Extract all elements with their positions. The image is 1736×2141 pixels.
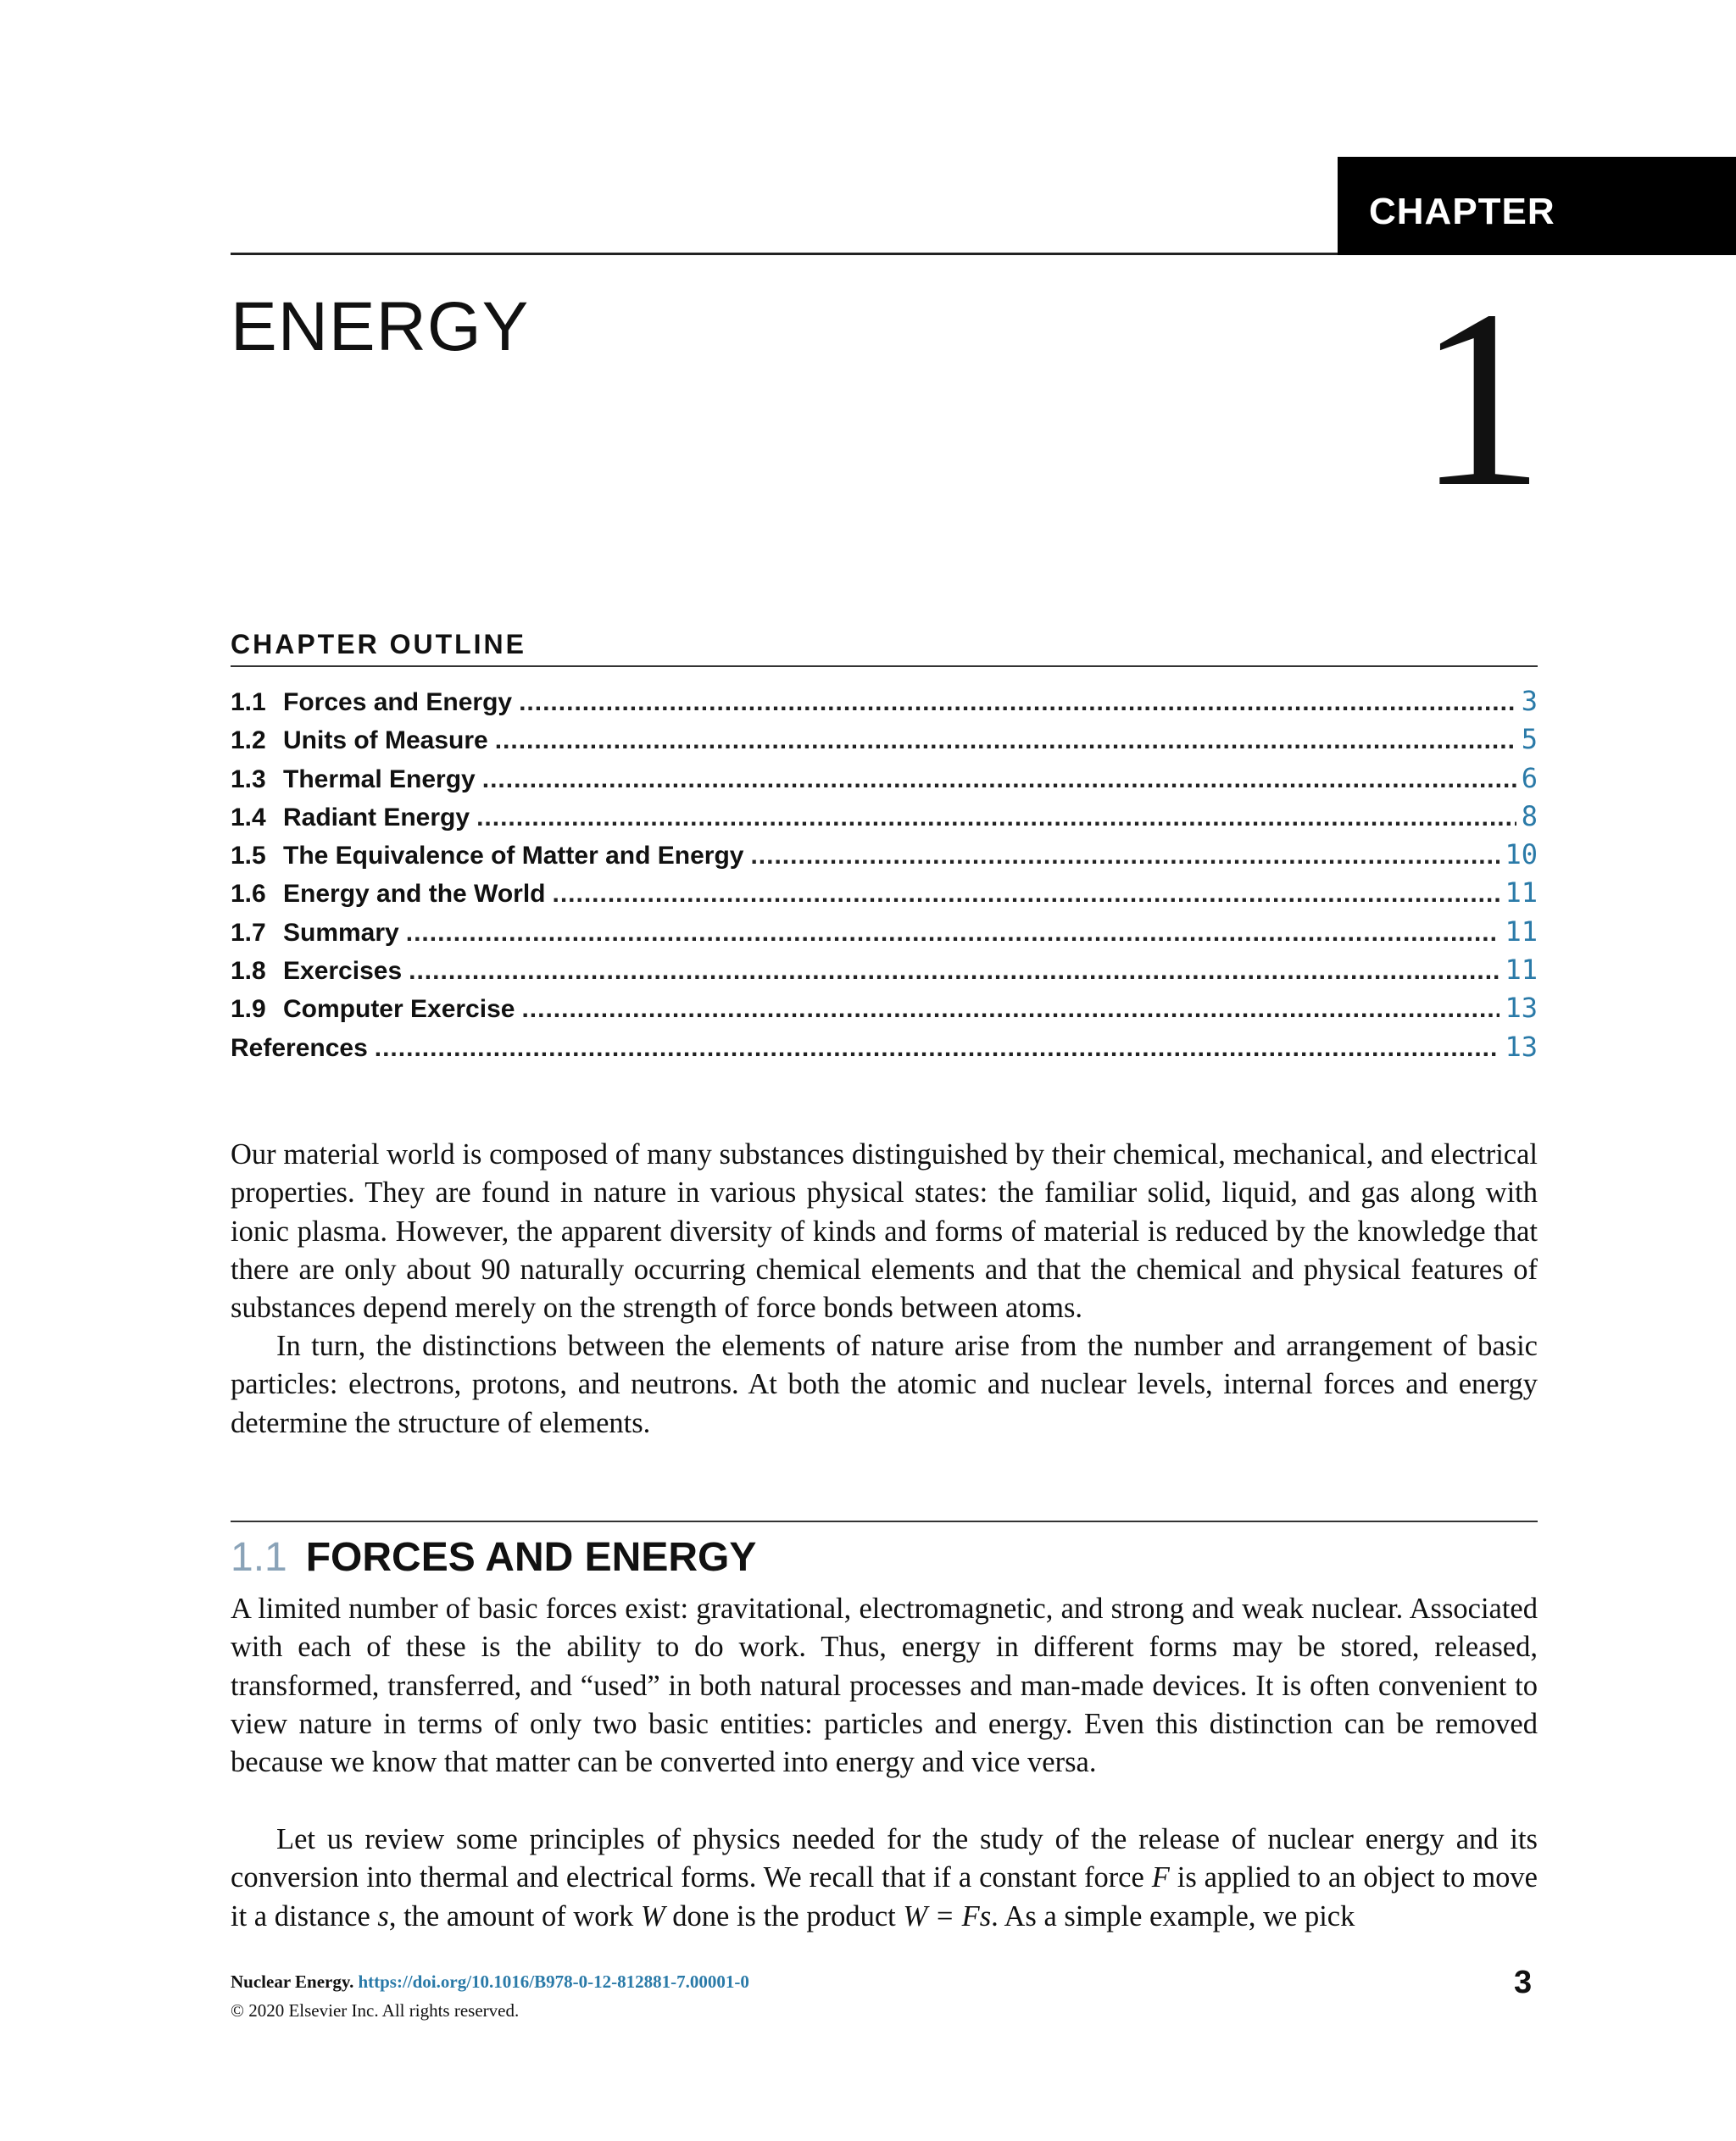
outline-item-title: Computer Exercise: [283, 995, 515, 1024]
outline-item[interactable]: [231, 762, 1538, 800]
dot-leader: [552, 880, 1500, 909]
footer-copyright: © 2020 Elsevier Inc. All rights reserved.: [231, 2000, 520, 2021]
outline-item-number: 1.8: [231, 957, 266, 986]
dot-leader: [750, 842, 1500, 870]
outline-item-page-link[interactable]: 13: [1505, 1030, 1538, 1063]
outline-item-title: Radiant Energy: [283, 803, 470, 831]
outline-item-page-link[interactable]: 8: [1521, 799, 1538, 832]
dot-leader: [375, 1034, 1500, 1063]
outline-item[interactable]: [231, 723, 1538, 761]
outline-item-number: 1.5: [231, 842, 266, 870]
outline-item[interactable]: [231, 992, 1538, 1030]
chapter-label: CHAPTER: [1369, 191, 1555, 232]
outline-item-number: 1.9: [231, 995, 266, 1024]
outline-item[interactable]: [231, 915, 1538, 954]
outline-rule: [231, 665, 1538, 667]
dot-leader: [406, 919, 1500, 948]
outline-item-title: References: [231, 1033, 368, 1062]
outline-item-references[interactable]: [231, 1031, 1538, 1069]
outline-item-title: Summary: [283, 918, 399, 947]
outline-item-title: Exercises: [283, 957, 403, 986]
dot-leader: [409, 957, 1500, 986]
section-number: 1.1: [231, 1535, 287, 1580]
outline-item[interactable]: [231, 800, 1538, 838]
outline-item-number: 1.1: [231, 688, 266, 716]
outline-item-number: 1.2: [231, 726, 266, 755]
dot-leader: [519, 688, 1516, 717]
section-paragraph-2: Let us review some principles of physics needed for the study of the release of nuclear energy and its conversion into thermal and electrical forms. We recall that if a constant force F is applied to an object to move it a distance s, the amount of work W done is the product W = Fs. As a simple example, we pick: [231, 1823, 1538, 1932]
chapter-title: ENERGY: [231, 288, 530, 365]
outline-item-page-link[interactable]: 10: [1505, 838, 1538, 871]
chapter-outline: [231, 685, 1538, 1069]
outline-item-number: 1.4: [231, 803, 266, 831]
chapter-number: 1: [1417, 258, 1544, 539]
outline-item[interactable]: [231, 685, 1538, 723]
outline-item-page-link[interactable]: 11: [1505, 954, 1538, 987]
outline-item-page-link[interactable]: 13: [1505, 992, 1538, 1025]
section-rule: [231, 1521, 1538, 1522]
footer-book-title: Nuclear Energy.: [231, 1971, 354, 1992]
outline-heading: CHAPTER OUTLINE: [231, 629, 526, 659]
section-title: FORCES AND ENERGY: [305, 1535, 757, 1580]
section-heading: [231, 1536, 756, 1581]
outline-item-page-link[interactable]: 3: [1521, 685, 1538, 717]
outline-item-page-link[interactable]: 11: [1505, 876, 1538, 909]
chapter-tab: [1338, 157, 1736, 255]
outline-item-number: 1.6: [231, 880, 266, 909]
outline-item-number: 1.7: [231, 918, 266, 947]
outline-item-title: Forces and Energy: [283, 688, 513, 716]
equation-work: W = Fs: [903, 1899, 992, 1932]
outline-item-title: Units of Measure: [283, 726, 488, 755]
outline-item[interactable]: [231, 954, 1538, 992]
dot-leader: [521, 995, 1500, 1024]
intro-paragraph-1: Our material world is composed of many substances distinguished by their chemical, mechanical, and electrical properties. They are found in nature in various physical states: the familiar solid, liquid, and gas along with ionic plasma. However, the apparent diversity of kinds and forms of material is reduced by the knowledge that there are only about 90 naturally occurring chemical elements and that the chemical and physical features of substances depend merely on the strength of force bonds between atoms.: [231, 1138, 1538, 1325]
outline-item-page-link[interactable]: 11: [1505, 915, 1538, 948]
intro-paragraph-2: In turn, the distinctions between the elements of nature arise from the number and arrangement of basic particles: electrons, protons, and neutrons. At both the atomic and nuclear levels, internal forces and energy determine the structure of elements.: [231, 1330, 1538, 1439]
section-paragraph-1: A limited number of basic forces exist: gravitational, electromagnetic, and strong and weak nuclear. Associated with each of these is the ability to do work. Thus, energy in different forms may be stored, released, transformed, transferred, and “used” in both natural processes and man-made devices. It is often convenient to view nature in terms of only two basic entities: particles and energy. Even this distinction can be removed because we know that matter can be converted into energy and vice versa.: [231, 1593, 1538, 1779]
outline-item-page-link[interactable]: 5: [1521, 723, 1538, 756]
outline-item[interactable]: [231, 876, 1538, 915]
page-number: 3: [1514, 1965, 1533, 2000]
outline-item-title: Thermal Energy: [283, 765, 476, 793]
footer-citation: [231, 1971, 749, 1993]
dot-leader: [476, 804, 1516, 832]
outline-item[interactable]: [231, 838, 1538, 876]
dot-leader: [495, 726, 1516, 755]
header-rule: [231, 253, 1338, 255]
outline-item-title: The Equivalence of Matter and Energy: [283, 842, 744, 870]
outline-item-page-link[interactable]: 6: [1521, 761, 1538, 794]
outline-item-title: Energy and the World: [283, 880, 546, 909]
doi-link[interactable]: https://doi.org/10.1016/B978-0-12-812881-7.00001-0: [358, 1971, 749, 1992]
outline-item-number: 1.3: [231, 765, 266, 793]
dot-leader: [482, 765, 1516, 794]
